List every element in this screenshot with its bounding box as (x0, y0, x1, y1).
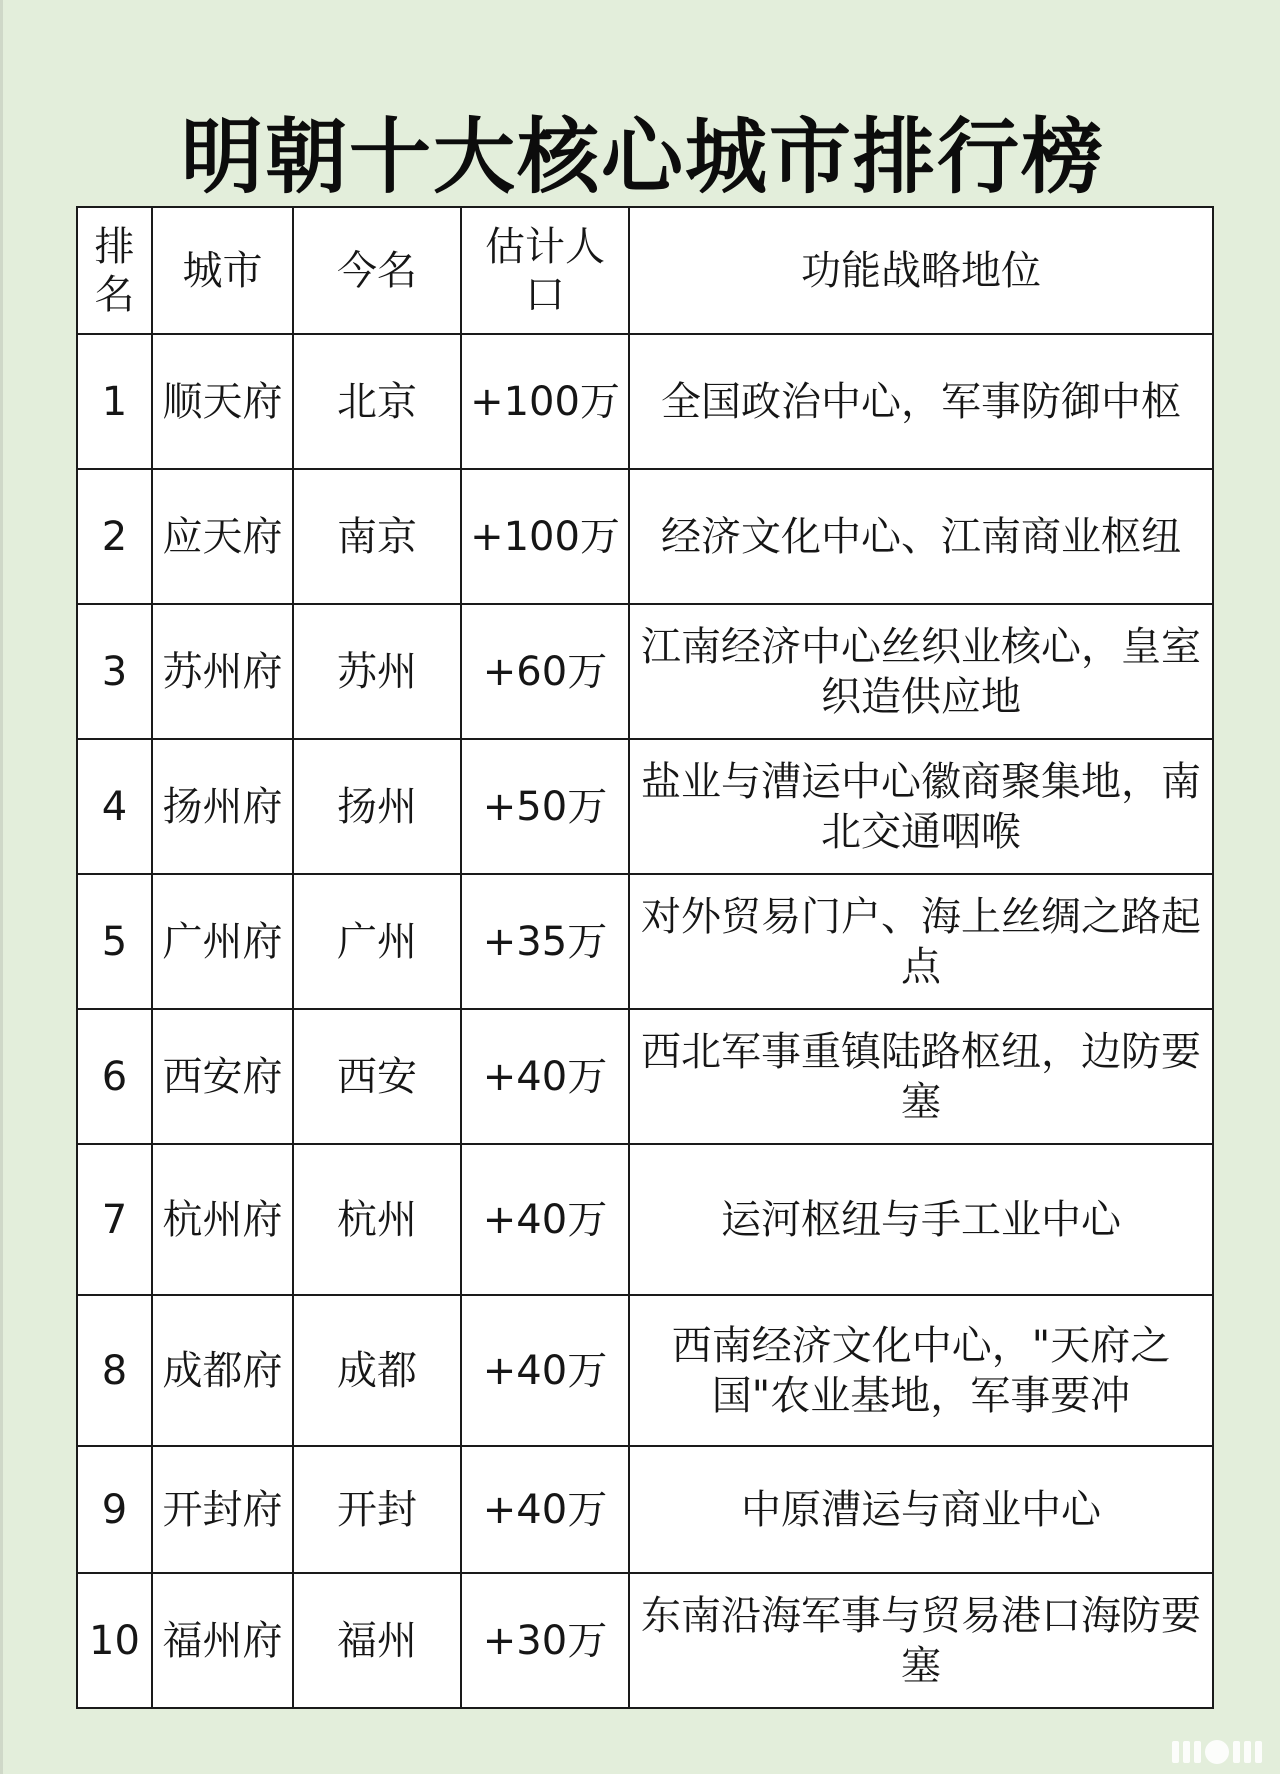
city-cell: 顺天府 (152, 334, 293, 469)
modern-name-cell: 杭州 (293, 1144, 461, 1295)
rank-cell: 1 (77, 334, 152, 469)
role-cell: 全国政治中心，军事防御中枢 (629, 334, 1213, 469)
city-cell: 福州府 (152, 1573, 293, 1708)
table-header-row (77, 207, 1213, 334)
modern-name-cell: 福州 (293, 1573, 461, 1708)
population-cell: +35万 (461, 874, 629, 1009)
header-modern-name: 今名 (293, 207, 461, 334)
table-row (77, 604, 1213, 739)
header-role: 功能战略地位 (629, 207, 1213, 334)
modern-name-cell: 扬州 (293, 739, 461, 874)
table-row (77, 469, 1213, 604)
modern-name-cell: 南京 (293, 469, 461, 604)
population-cell: +40万 (461, 1009, 629, 1144)
population-cell: +40万 (461, 1295, 629, 1446)
modern-name-cell: 北京 (293, 334, 461, 469)
city-cell: 杭州府 (152, 1144, 293, 1295)
role-cell: 对外贸易门户、海上丝绸之路起点 (629, 874, 1213, 1009)
modern-name-cell: 成都 (293, 1295, 461, 1446)
page-title: 明朝十大核心城市排行榜 (180, 108, 1105, 205)
role-cell: 经济文化中心、江南商业枢纽 (629, 469, 1213, 604)
table-row (77, 874, 1213, 1009)
rank-cell: 8 (77, 1295, 152, 1446)
population-cell: +40万 (461, 1446, 629, 1573)
header-rank: 排名 (77, 207, 152, 334)
table-row (77, 1009, 1213, 1144)
role-cell: 东南沿海军事与贸易港口海防要塞 (629, 1573, 1213, 1708)
rank-cell: 5 (77, 874, 152, 1009)
population-cell: +100万 (461, 469, 629, 604)
table-row (77, 1295, 1213, 1446)
modern-name-cell: 开封 (293, 1446, 461, 1573)
population-cell: +100万 (461, 334, 629, 469)
population-cell: +50万 (461, 739, 629, 874)
table-row (77, 1446, 1213, 1573)
city-cell: 开封府 (152, 1446, 293, 1573)
population-cell: +30万 (461, 1573, 629, 1708)
table-row (77, 1573, 1213, 1708)
rank-cell: 9 (77, 1446, 152, 1573)
table-row (77, 1144, 1213, 1295)
role-cell: 西北军事重镇陆路枢纽，边防要塞 (629, 1009, 1213, 1144)
role-cell: 西南经济文化中心，"天府之国"农业基地，军事要冲 (629, 1295, 1213, 1446)
rank-cell: 6 (77, 1009, 152, 1144)
city-cell: 西安府 (152, 1009, 293, 1144)
modern-name-cell: 广州 (293, 874, 461, 1009)
city-cell: 扬州府 (152, 739, 293, 874)
table-row (77, 334, 1213, 469)
header-city: 城市 (152, 207, 293, 334)
role-cell: 运河枢纽与手工业中心 (629, 1144, 1213, 1295)
city-cell: 苏州府 (152, 604, 293, 739)
city-cell: 成都府 (152, 1295, 293, 1446)
ranking-table (76, 206, 1214, 1709)
role-cell: 中原漕运与商业中心 (629, 1446, 1213, 1573)
city-cell: 应天府 (152, 469, 293, 604)
header-population: 估计人口 (461, 207, 629, 334)
city-cell: 广州府 (152, 874, 293, 1009)
rank-cell: 10 (77, 1573, 152, 1708)
rank-cell: 2 (77, 469, 152, 604)
rank-cell: 4 (77, 739, 152, 874)
site-watermark-icon (1172, 1740, 1262, 1764)
population-cell: +40万 (461, 1144, 629, 1295)
table-row (77, 739, 1213, 874)
modern-name-cell: 苏州 (293, 604, 461, 739)
modern-name-cell: 西安 (293, 1009, 461, 1144)
role-cell: 江南经济中心丝织业核心，皇室织造供应地 (629, 604, 1213, 739)
population-cell: +60万 (461, 604, 629, 739)
rank-cell: 3 (77, 604, 152, 739)
role-cell: 盐业与漕运中心徽商聚集地，南北交通咽喉 (629, 739, 1213, 874)
rank-cell: 7 (77, 1144, 152, 1295)
